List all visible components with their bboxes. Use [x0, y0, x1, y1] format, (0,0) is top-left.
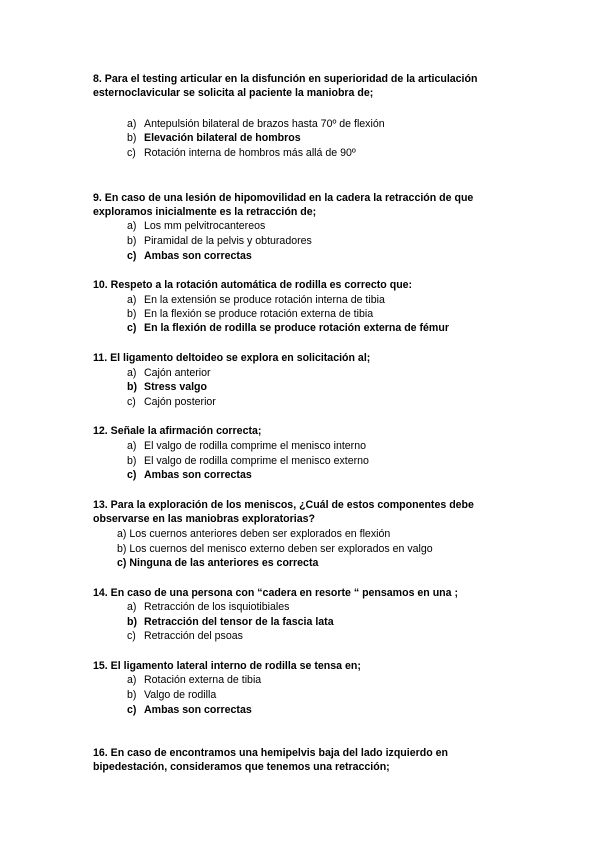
question-9-option-a: a) Los mm pelvitrocantereos — [127, 220, 266, 232]
question-10-option-c: c) En la flexión de rodilla se produce rotación externa de fémur — [127, 322, 449, 334]
question-12-stem: 12. Señale la afirmación correcta; — [93, 425, 262, 437]
question-15-option-c: c) Ambas son correctas — [127, 704, 252, 716]
question-12-option-a: a) El valgo de rodilla comprime el menisco interno — [127, 440, 366, 452]
question-12-option-c: c) Ambas son correctas — [127, 469, 252, 481]
question-11-option-b: b) Stress valgo — [127, 381, 208, 393]
question-9-option-c: c) Ambas son correctas — [127, 250, 252, 262]
question-14-option-a: a) Retracción de los isquiotibiales — [127, 601, 290, 613]
question-8-option-c: c) Rotación interna de hombros más allá de 90º — [127, 147, 356, 159]
question-13-stem: 13. Para la exploración de los meniscos, ¿Cuál de estos componentes debe observarse en las maniobras exploratorias? — [93, 499, 474, 525]
question-15-option-a: a) Rotación externa de tibia — [127, 674, 262, 686]
question-14-option-b: b) Retracción del tensor de la fascia lata — [127, 616, 334, 628]
question-8-stem: 8. Para el testing articular en la disfunción en superioridad de la articulación esternoclavicular se solicita al paciente la maniobra de; — [93, 73, 478, 99]
question-13-option-b: b) Los cuernos del menisco externo deben ser explorados en valgo — [117, 543, 433, 555]
question-15-stem: 15. El ligamento lateral interno de rodilla se tensa en; — [93, 660, 361, 672]
question-11-option-a: a) Cajón anterior — [127, 367, 211, 379]
question-14-option-c: c) Retracción del psoas — [127, 630, 243, 642]
question-8-option-a: a) Antepulsión bilateral de brazos hasta 70º de flexión — [127, 118, 385, 130]
question-10-stem: 10. Respeto a la rotación automática de rodilla es correcto que: — [93, 279, 413, 291]
question-10-option-a: a) En la extensión se produce rotación interna de tibia — [127, 294, 385, 306]
question-11-stem: 11. El ligamento deltoideo se explora en solicitación al; — [93, 352, 371, 364]
question-10-option-b: b) En la flexión se produce rotación externa de tibia — [127, 308, 374, 320]
question-13-option-c: c) Ninguna de las anteriores es correcta — [117, 557, 319, 569]
question-9-option-b: b) Piramidal de la pelvis y obturadores — [127, 235, 312, 247]
question-12-option-b: b) El valgo de rodilla comprime el menisco externo — [127, 455, 369, 467]
question-13-option-a: a) Los cuernos anteriores deben ser explorados en flexión — [117, 528, 391, 540]
question-8-option-b: b) Elevación bilateral de hombros — [127, 132, 301, 144]
question-11-option-c: c) Cajón posterior — [127, 396, 216, 408]
question-16-stem: 16. En caso de encontramos una hemipelvis baja del lado izquierdo en bipedestación, consideramos que tenemos una retracción; — [93, 747, 448, 773]
question-14-stem: 14. En caso de una persona con “cadera en resorte “ pensamos en una ; — [93, 587, 459, 599]
question-9-stem: 9. En caso de una lesión de hipomovilidad en la cadera la retracción de que exploramos inicialmente es la retracción de; — [93, 192, 474, 218]
question-15-option-b: b) Valgo de rodilla — [127, 689, 217, 701]
